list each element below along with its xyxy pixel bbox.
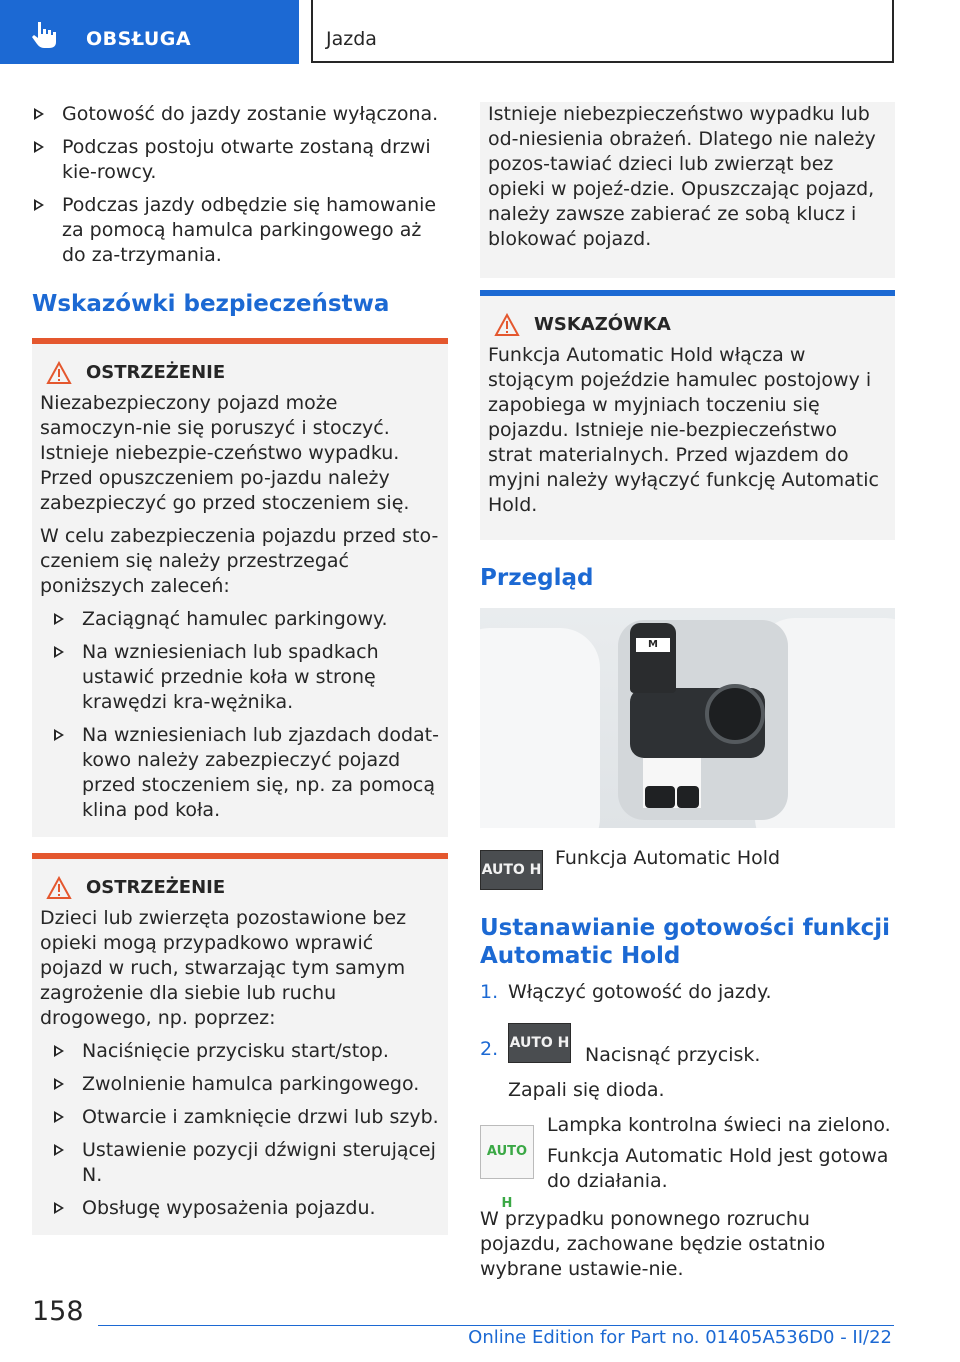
section-tab <box>0 0 299 64</box>
hand-icon <box>30 20 64 50</box>
led-text: Zapali się dioda. <box>508 1078 665 1101</box>
auto-hold-button-icon: AUTO H <box>480 850 543 890</box>
indicator-row <box>480 1113 895 1211</box>
triangle-bullet-icon <box>34 108 44 120</box>
list-item: Zwolnienie hamulca parkingowego. <box>52 1072 440 1097</box>
section-title: OBSŁUGA <box>86 28 192 50</box>
right-column <box>480 102 895 1282</box>
gear-selector <box>630 623 676 693</box>
triangle-bullet-icon <box>34 199 44 211</box>
list-item: Naciśnięcie przycisku start/stop. <box>52 1039 440 1064</box>
setting-heading: Ustanawianie gotowości funkcji Automatic Hold <box>480 915 891 969</box>
list-item: Zaciągnąć hamulec parkingowy. <box>52 607 440 632</box>
triangle-bullet-icon <box>54 1078 64 1090</box>
warning-text: Niezabezpieczony pojazd może samoczyn-nie się poruszyć i stoczyć. Istnieje niebezpie-czeństwo wypadku. Przed opuszczeniem po-jazdu należy zabezpieczyć go przed stoczeniem się. <box>40 392 410 514</box>
m-badge: M <box>636 638 670 652</box>
list-item: Gotowość do jazdy zostanie wyłączona. <box>32 102 448 127</box>
auto-hold-switch <box>677 786 699 808</box>
warning-list <box>52 607 440 823</box>
steps-list <box>480 980 895 1068</box>
note-label: WSKAZÓWKA <box>534 314 671 335</box>
warning-box-2 <box>32 853 448 1235</box>
auto-hold-button-icon: AUTO H <box>508 1023 571 1063</box>
note-box <box>480 290 895 540</box>
function-caption: Funkcja Automatic Hold <box>555 847 781 869</box>
list-item: Na wzniesieniach lub zjazdach dodat-kowo należy zabezpieczyć pojazd przed stoczeniem się, np. za pomocą klina pod koła. <box>52 723 440 823</box>
list-item: Otwarcie i zamknięcie drzwi lub szyb. <box>52 1105 440 1130</box>
list-item: Ustawienie pozycji dźwigni sterującej N. <box>52 1138 440 1188</box>
warning-text: W celu zabezpieczenia pojazdu przed sto-czeniem się należy przestrzegać poniższych zaleceń: <box>40 525 439 597</box>
lamp-text: Lampka kontrolna świeci na zielono. <box>547 1113 891 1136</box>
triangle-bullet-icon <box>54 729 64 741</box>
warning-continuation: Istnieje niebezpieczeństwo wypadku lub od-niesienia obrażeń. Dlatego nie należy pozos-tawiać dzieci lub zwierząt bez opieki w pojeź-dzie. Opuszczając pojazd, należy zawsze zabierać ze sobą klucz i blokować pojazd. <box>480 102 895 278</box>
triangle-bullet-icon <box>54 613 64 625</box>
list-item: Podczas postoju otwarte zostaną drzwi kie-rowcy. <box>32 135 448 185</box>
intro-list <box>32 102 448 268</box>
list-item: 2. AUTO H Nacisnąć przycisk. <box>480 1023 895 1068</box>
step-number: 2. <box>480 1038 499 1060</box>
warning-label: OSTRZEŻENIE <box>86 362 226 383</box>
step-number: 1. <box>480 981 499 1003</box>
center-console-photo <box>480 608 895 828</box>
list-item: Obsługę wyposażenia pojazdu. <box>52 1196 440 1221</box>
note-text: Funkcja Automatic Hold włącza w stojącym pojeździe hamulec postojowy i zapobiega w myjniach toczeniu się pojazdu. Istnieje nie-bezpieczeństwo strat materialnych. Przed wjazdem do myjni należy wyłączyć funkcję Automatic Hold. <box>488 344 879 516</box>
triangle-bullet-icon <box>54 1111 64 1123</box>
triangle-bullet-icon <box>34 141 44 153</box>
warning-box-1 <box>32 338 448 837</box>
parking-brake-switch <box>645 786 675 808</box>
triangle-bullet-icon <box>54 1045 64 1057</box>
edition-text: Online Edition for Part no. 01405A536D0 - II/22 <box>468 1327 892 1348</box>
triangle-bullet-icon <box>54 1202 64 1214</box>
overview-heading: Przegląd <box>480 565 594 591</box>
chapter-title: Jazda <box>326 28 377 50</box>
left-column <box>32 102 448 1235</box>
chapter-frame <box>311 0 894 63</box>
controller-knob <box>705 684 765 744</box>
warning-label: OSTRZEŻENIE <box>86 877 226 898</box>
footer-divider <box>98 1325 894 1326</box>
function-row <box>480 846 895 910</box>
ready-text: Funkcja Automatic Hold jest gotowa do działania. <box>547 1144 889 1192</box>
auto-hold-indicator-icon: AUTO H <box>480 1125 534 1179</box>
warning-triangle-icon <box>46 361 72 385</box>
warning-triangle-icon <box>494 313 520 337</box>
final-text: W przypadku ponownego rozruchu pojazdu, zachowane będzie ostatnio wybrane ustawie-nie. <box>480 1207 826 1280</box>
page-number: 158 <box>32 1296 84 1327</box>
triangle-bullet-icon <box>54 646 64 658</box>
triangle-bullet-icon <box>54 1144 64 1156</box>
safety-heading: Wskazówki bezpieczeństwa <box>32 291 390 317</box>
list-item: 1. Włączyć gotowość do jazdy. <box>480 981 772 1003</box>
warning-text: Dzieci lub zwierzęta pozostawione bez opieki mogą przypadkowo wprawić pojazd w ruch, stwarzając tym samym zagrożenie dla siebie lub ruchu drogowego, np. poprzez: <box>40 907 407 1029</box>
list-item: Podczas jazdy odbędzie się hamowanie za pomocą hamulca parkingowego aż do za-trzymania. <box>32 193 448 268</box>
list-item: Na wzniesieniach lub spadkach ustawić przednie koła w stronę krawędzi kra-wężnika. <box>52 640 440 715</box>
warning-triangle-icon <box>46 876 72 900</box>
warning-list <box>52 1039 440 1221</box>
